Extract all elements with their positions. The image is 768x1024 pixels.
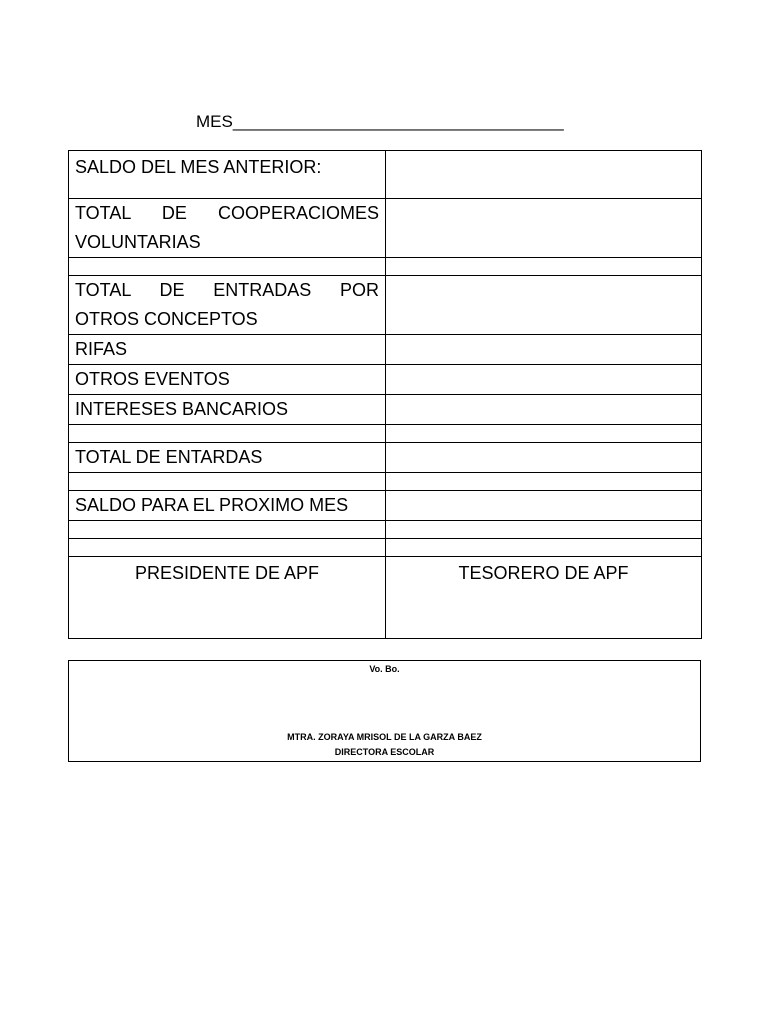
row-intereses (69, 395, 702, 425)
label-cooperaciones-line1: TOTAL DE COOPERACIOMES (75, 203, 379, 223)
value-total-entradas[interactable] (386, 443, 702, 473)
label-saldo-anterior: SALDO DEL MES ANTERIOR: (69, 151, 386, 199)
spacer-cell (386, 258, 702, 276)
row-otros-eventos (69, 365, 702, 395)
spacer-cell (386, 473, 702, 491)
approval-box (68, 660, 701, 762)
spacer-cell (386, 539, 702, 557)
spacer-cell (69, 425, 386, 443)
row-saldo-proximo (69, 491, 702, 521)
row-spacer (69, 258, 702, 276)
label-entradas-otros-line1: TOTAL DE ENTRADAS POR (75, 280, 379, 300)
value-cooperaciones[interactable] (386, 199, 702, 258)
spacer-cell (69, 473, 386, 491)
value-otros-eventos[interactable] (386, 365, 702, 395)
label-rifas: RIFAS (69, 335, 386, 365)
month-field-label: MES___________________________________ (196, 112, 564, 131)
financial-report-table (68, 150, 702, 639)
spacer-cell (386, 521, 702, 539)
spacer-cell (386, 425, 702, 443)
label-saldo-proximo: SALDO PARA EL PROXIMO MES (69, 491, 386, 521)
row-saldo-anterior (69, 151, 702, 199)
row-spacer (69, 539, 702, 557)
label-cooperaciones-line2: VOLUNTARIAS (75, 232, 201, 252)
value-rifas[interactable] (386, 335, 702, 365)
value-saldo-anterior[interactable] (386, 151, 702, 199)
value-saldo-proximo[interactable] (386, 491, 702, 521)
approver-role: DIRECTORA ESCOLAR (334, 747, 435, 757)
value-entradas-otros[interactable] (386, 276, 702, 335)
signature-presidente[interactable]: PRESIDENTE DE APF (69, 557, 386, 639)
label-total-entradas: TOTAL DE ENTARDAS (69, 443, 386, 473)
row-spacer (69, 473, 702, 491)
row-signatures (69, 557, 702, 639)
spacer-cell (69, 539, 386, 557)
label-entradas-otros (69, 276, 386, 335)
approver-name: MTRA. ZORAYA MRISOL DE LA GARZA BAEZ (287, 732, 482, 742)
spacer-cell (69, 521, 386, 539)
label-cooperaciones (69, 199, 386, 258)
label-entradas-otros-line2: OTROS CONCEPTOS (75, 309, 258, 329)
row-cooperaciones (69, 199, 702, 258)
value-intereses[interactable] (386, 395, 702, 425)
spacer-cell (69, 258, 386, 276)
row-spacer (69, 425, 702, 443)
label-otros-eventos: OTROS EVENTOS (69, 365, 386, 395)
label-intereses: INTERESES BANCARIOS (69, 395, 386, 425)
row-entradas-otros (69, 276, 702, 335)
row-rifas (69, 335, 702, 365)
row-spacer (69, 521, 702, 539)
signature-tesorero[interactable]: TESORERO DE APF (386, 557, 702, 639)
row-total-entradas (69, 443, 702, 473)
approval-title: Vo. Bo. (369, 664, 400, 674)
